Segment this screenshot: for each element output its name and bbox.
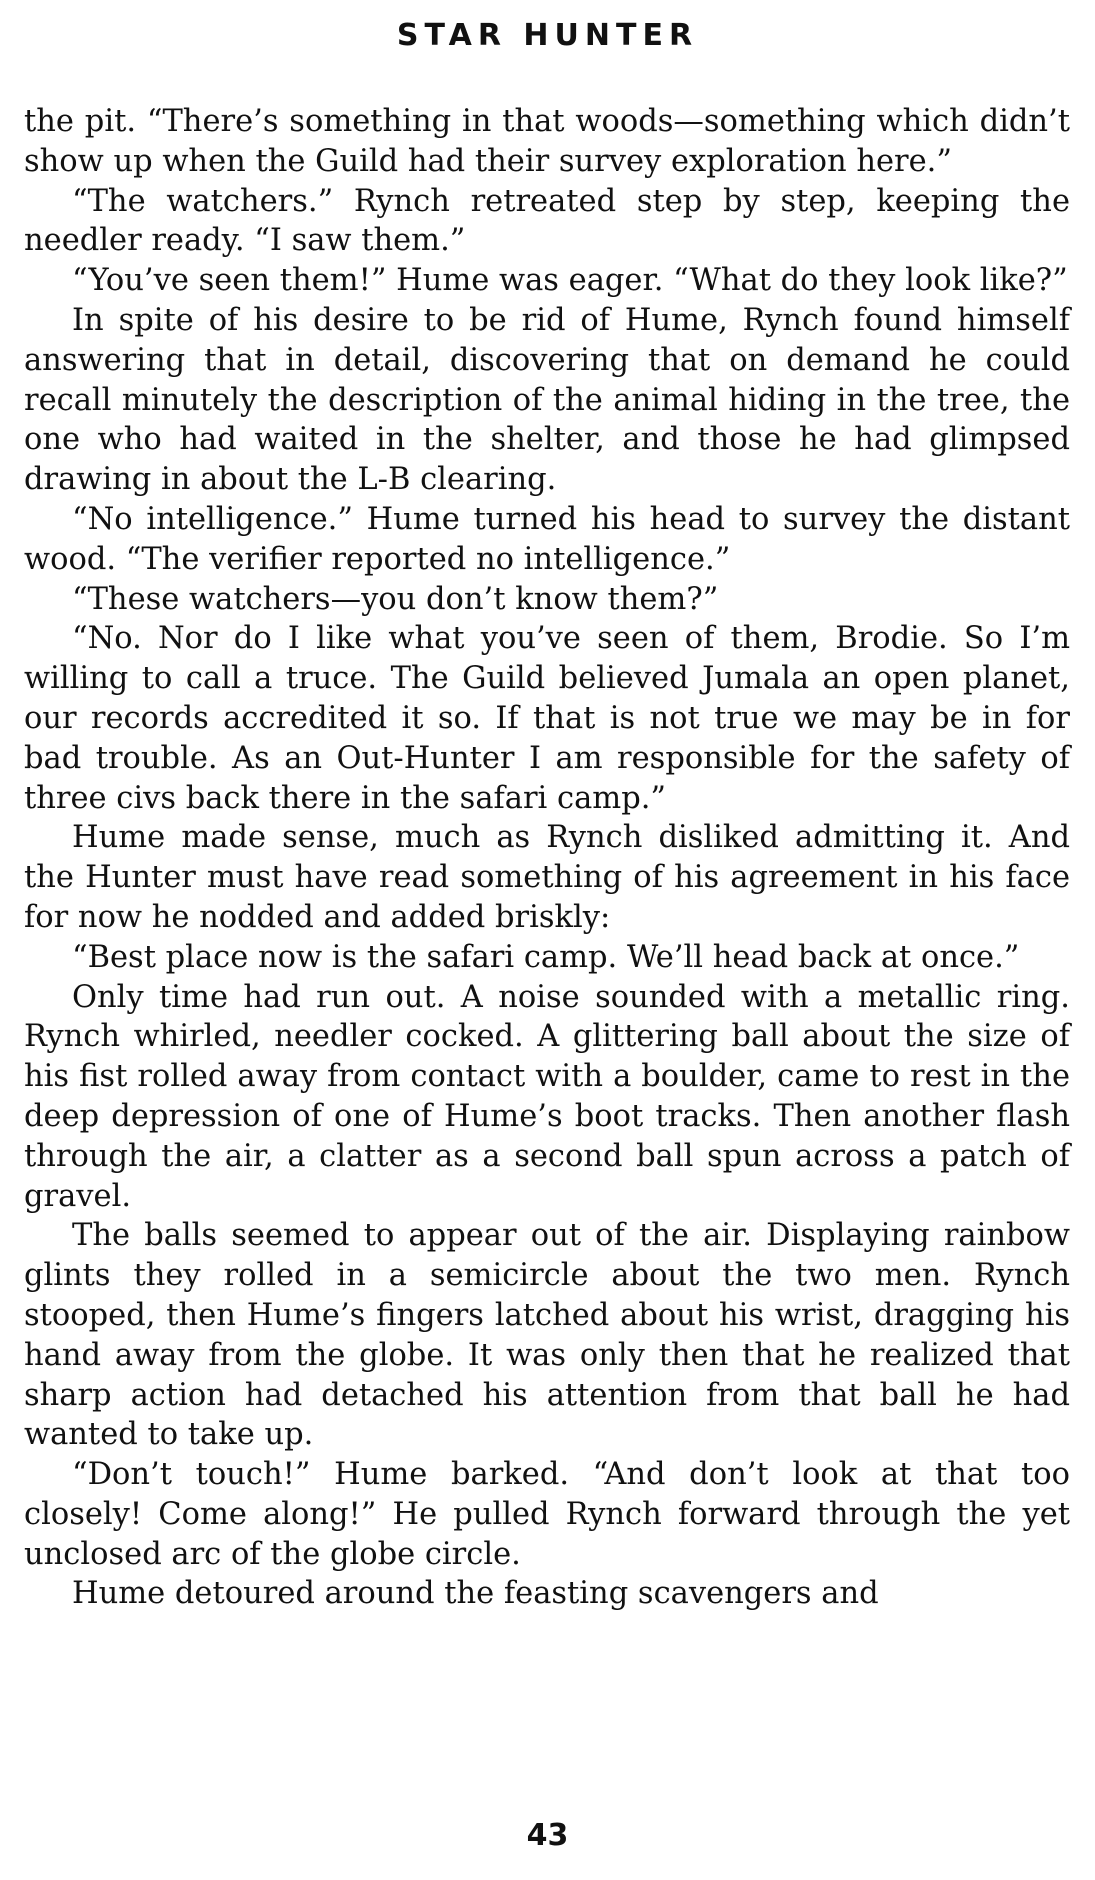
running-head: STAR HUNTER (396, 18, 699, 53)
paragraph: In spite of his desire to be rid of Hume, Rynch found himself answering that in detail, discovering that on demand he could recall minutely the description of the animal hiding in the tree, the one who had waited in the shelter, and those he had glimpsed drawing in about the L-B clearing. (24, 302, 1070, 498)
paragraph: Hume made sense, much as Rynch disliked admitting it. And the Hunter must have read something of his agreement in his face for now he nodded and added briskly: (24, 820, 1070, 935)
page-number: 43 (526, 1818, 569, 1853)
paragraph: “You’ve seen them!” Hume was eager. “What do they look like?” (72, 263, 1068, 299)
paragraph: “These watchers—you don’t know them?” (72, 581, 719, 617)
paragraph: “No intelligence.” Hume turned his head to survey the distant wood. “The verifier reported no intelligence.” (24, 501, 1070, 577)
paragraph: “The watchers.” Rynch retreated step by step, keeping the needler ready. “I saw them.” (24, 183, 1070, 259)
paragraph: The balls seemed to appear out of the air. Displaying rainbow glints they rolled in a semicircle about the two men. Rynch stooped, then Hume’s fingers latched about his wrist, dragging his hand away from the globe. It was only then that he realized that sharp action had detached his attention from that ball he had wanted to take up. (24, 1218, 1070, 1453)
paragraph: the pit. “There’s something in that woods—something which didn’t show up when the Guild had their survey exploration here.” (24, 104, 1070, 179)
paragraph: “Best place now is the safari camp. We’ll head back at once.” (72, 939, 1020, 975)
body-text (24, 102, 1070, 1614)
paragraph: “Don’t touch!” Hume barked. “And don’t look at that too closely! Come along!” He pulled Rynch forward through the yet unclosed arc of the globe circle. (24, 1457, 1070, 1572)
paragraph: Hume detoured around the feasting scavengers and (72, 1576, 879, 1612)
paragraph: “No. Nor do I like what you’ve seen of them, Brodie. So I’m willing to call a truce. The Guild believed Jumala an open planet, our records accredited it so. If that is not true we may be in for bad trouble. As an Out-Hunter I am responsible for the safety of three civs back there in the safari camp.” (24, 621, 1070, 816)
paragraph: Only time had run out. A noise sounded with a metallic ring. Rynch whirled, needler cocked. A glittering ball about the size of his fist rolled away from contact with a boulder, came to rest in the deep depression of one of Hume’s boot tracks. Then another flash through the air, a clatter as a second ball spun across a patch of gravel. (24, 979, 1070, 1214)
